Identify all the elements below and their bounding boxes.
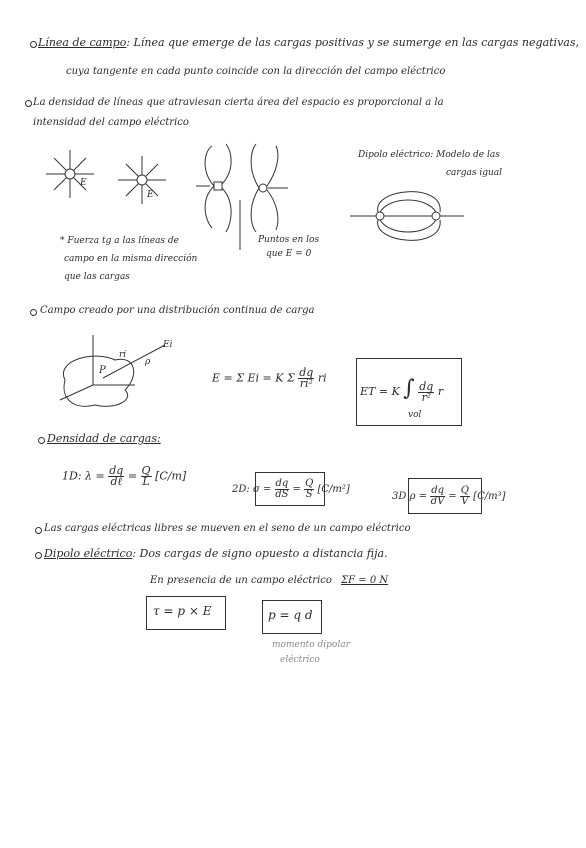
density-2d-num2: Q <box>305 478 314 489</box>
density-2d-unit: [C/m²] <box>317 484 350 495</box>
formula-integral: ET = K ∫ $\frac{dq}{\text{r²}}$ r <box>360 376 444 404</box>
density-1d-frac1 <box>108 466 124 487</box>
dipole-diagram-icon <box>350 192 464 241</box>
density-1d-num: dq <box>109 464 124 477</box>
density-3d-eq: = <box>448 491 457 502</box>
bullet-icon <box>25 100 32 107</box>
density-2d-num: dq <box>275 478 289 489</box>
density-2d-frac2 <box>304 479 314 500</box>
density-3d-den2: V <box>461 496 469 507</box>
torque-formula: τ = p × E <box>153 604 212 618</box>
moment-caption-2: eléctrico <box>280 655 320 665</box>
bullet-icon <box>30 41 37 48</box>
moment-formula: p = q d <box>268 608 313 622</box>
density-3d-sym: ρ = <box>409 491 428 502</box>
dipolo-definition: : Dos cargas de signo opuesto a distancia fija. <box>132 547 388 560</box>
densidad-lineas-2: intensidad del campo eléctrico <box>33 117 189 128</box>
density-2d-eq: = <box>292 484 301 495</box>
bullet-icon <box>30 309 37 316</box>
density-1d-eq: = <box>127 469 138 483</box>
density-2d-den2: S <box>305 489 313 500</box>
dipolo-model-title-2: cargas igual <box>446 168 502 178</box>
formula-int-tail: r <box>437 385 444 398</box>
formula-sum-den: ri² <box>299 377 313 390</box>
cargas-libres: Las cargas eléctricas libres se mueven en el seno de un campo eléctrico <box>44 523 411 534</box>
bullet-icon <box>35 552 42 559</box>
label-ri: ri <box>119 350 127 360</box>
dipolo-condition-eq: ΣF = 0 N <box>341 575 389 586</box>
densidad-lineas-1: La densidad de líneas que atraviesan cierta área del espacio es proporcional a la <box>33 97 444 108</box>
formula-int-fraction <box>418 379 434 404</box>
density-1d-frac2 <box>141 466 152 487</box>
label-p: P <box>99 365 106 376</box>
formula-int-den: r² <box>421 390 432 404</box>
density-1d-den2: L <box>142 475 150 488</box>
density-1d-label: 1D: λ = <box>62 469 105 483</box>
density-3d-frac2 <box>460 486 470 507</box>
density-2d <box>232 479 350 500</box>
density-3d-label: 3D <box>392 491 407 502</box>
density-2d-den: dS <box>275 489 289 500</box>
fuerza-note-1: * Fuerza tg a las líneas de <box>60 236 179 246</box>
density-1d-den: dℓ <box>110 475 123 488</box>
continua-title: Campo creado por una distribución continua de carga <box>40 305 315 316</box>
bullet-icon <box>35 527 42 534</box>
e-label-positive: E <box>80 178 87 188</box>
puntos-label-1: Puntos en los <box>258 235 320 245</box>
puntos-label-2: que E = 0 <box>266 249 312 259</box>
fuerza-note-2: campo en la misma dirección <box>64 254 198 264</box>
dipolo-condition <box>150 575 388 586</box>
dipolo-heading <box>44 547 388 560</box>
density-1d-unit: [C/m] <box>155 469 187 483</box>
formula-sum-num: dq <box>299 366 314 379</box>
positive-charge-icon <box>46 150 94 198</box>
density-3d-frac1 <box>430 486 445 507</box>
density-2d-frac1 <box>275 479 290 500</box>
campo-title-text: Línea de campo <box>38 36 127 49</box>
formula-sum-tail: ri <box>317 371 327 385</box>
density-3d-num: dq <box>431 485 445 496</box>
density-3d <box>392 486 506 507</box>
negative-charge-icon <box>118 156 166 204</box>
campo-title <box>38 36 579 49</box>
density-2d-sym: σ = <box>252 484 272 495</box>
formula-int-lhs: ET = K <box>360 385 400 398</box>
dipolo-condition-text: En presencia de un campo eléctrico <box>150 575 332 586</box>
density-1d-num2: Q <box>141 464 151 477</box>
density-1d <box>62 466 186 487</box>
campo-definition-2: cuya tangente en cada punto coincide con la dirección del campo eléctrico <box>66 66 446 77</box>
formula-int-sub: vol <box>408 410 422 420</box>
densidad-cargas-title: Densidad de cargas: <box>47 432 161 445</box>
formula-int-num: dq <box>419 379 434 393</box>
density-2d-label: 2D: <box>232 484 250 495</box>
label-ei: Ei <box>163 340 173 350</box>
bullet-icon <box>38 437 45 444</box>
density-3d-num2: Q <box>460 485 469 496</box>
formula-sum-fraction <box>298 368 314 389</box>
formula-sum <box>212 368 327 389</box>
moment-caption-1: momento dipolar <box>272 640 350 650</box>
label-rho: ρ <box>145 357 151 367</box>
fuerza-note-3: que las cargas <box>64 272 130 282</box>
dipolo-model-title-1: Dipolo eléctrico: Modelo de las <box>358 150 500 160</box>
dipolo-title: Dipolo eléctrico <box>44 547 133 560</box>
formula-sum-text: E = Σ Ei = K Σ <box>212 371 295 385</box>
e-label-negative: E <box>147 190 154 200</box>
density-3d-den: dV <box>430 496 445 507</box>
campo-definition-1: : Línea que emerge de las cargas positivas y se sumerge en las cargas negativas, <box>126 36 579 49</box>
density-3d-unit: [C/m³] <box>473 491 506 502</box>
